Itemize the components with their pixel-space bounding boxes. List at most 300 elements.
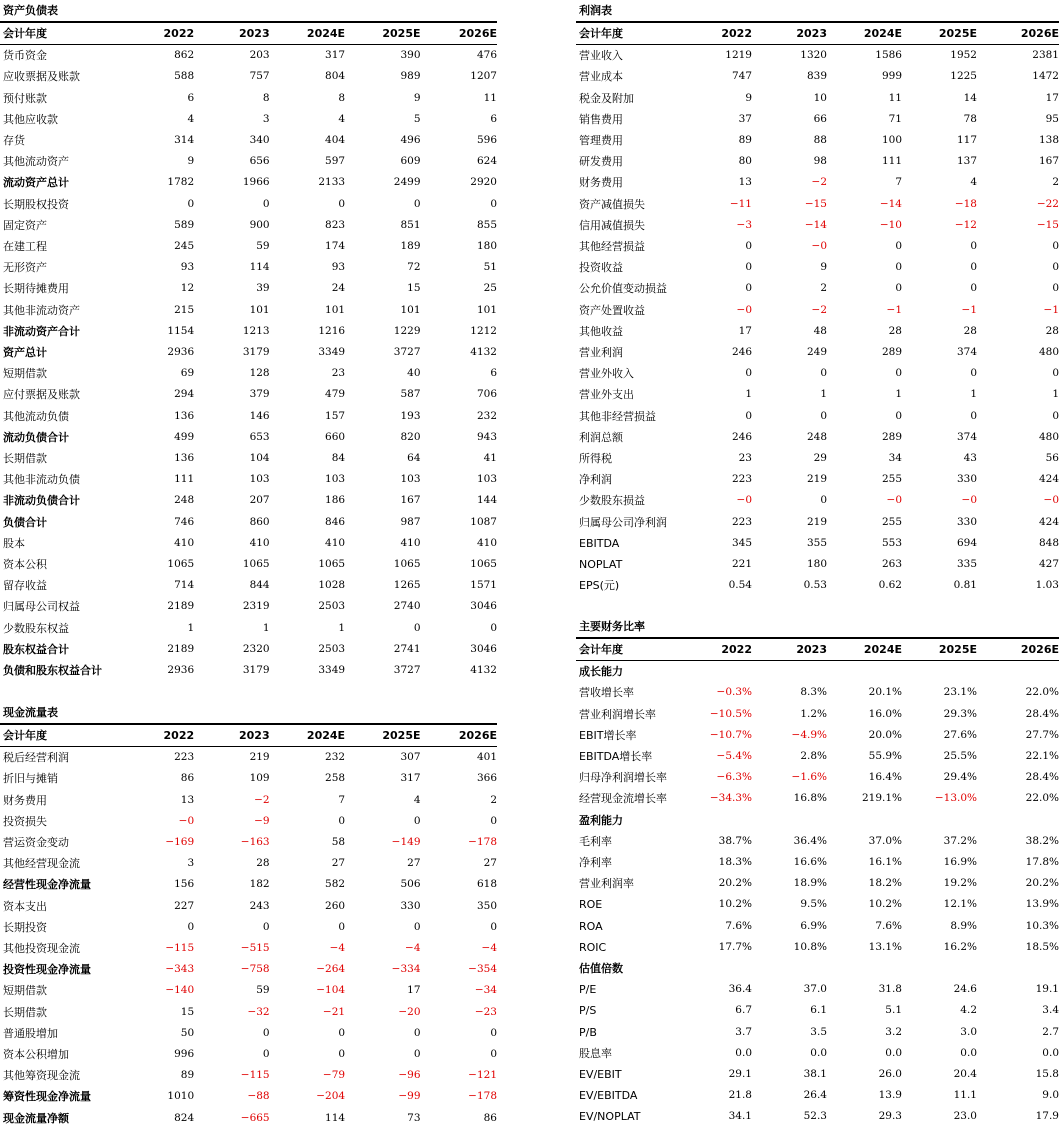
cell-value: 656 bbox=[249, 155, 270, 168]
table-row bbox=[0, 853, 497, 874]
cell-value: 1065 bbox=[318, 558, 346, 571]
cell-value: −343 bbox=[165, 963, 195, 976]
cell-value: 0 bbox=[970, 261, 977, 274]
row-label: 非流动资产合计 bbox=[3, 324, 80, 338]
header-year: 2026E bbox=[1020, 643, 1059, 656]
cell-value: 156 bbox=[174, 878, 195, 891]
cell-value: 0 bbox=[745, 282, 752, 295]
table-row bbox=[0, 1023, 497, 1044]
cell-value: 215 bbox=[174, 303, 195, 316]
cell-value: 219 bbox=[806, 473, 827, 486]
cell-value: −4 bbox=[481, 942, 497, 955]
cell-value: −3 bbox=[736, 218, 752, 231]
table-row bbox=[0, 342, 497, 363]
cell-value: 307 bbox=[400, 751, 421, 764]
table-row bbox=[0, 618, 497, 639]
cell-value: 0 bbox=[1052, 240, 1059, 253]
cell-value: 653 bbox=[249, 430, 270, 443]
header-year: 2024E bbox=[863, 27, 902, 40]
table-row bbox=[0, 215, 497, 236]
cell-value: 100 bbox=[881, 134, 902, 147]
income-statement-table bbox=[576, 21, 1059, 596]
cell-value: 820 bbox=[400, 430, 421, 443]
cell-value: 480 bbox=[1038, 346, 1059, 359]
cell-value: 3.5 bbox=[810, 1025, 827, 1038]
table-row bbox=[0, 639, 497, 660]
table-row bbox=[576, 384, 1059, 405]
table-row bbox=[576, 1064, 1059, 1085]
cell-value: 424 bbox=[1038, 515, 1059, 528]
row-label: EBITDA增长率 bbox=[579, 750, 653, 764]
cell-value: −0 bbox=[886, 494, 902, 507]
cell-value: 987 bbox=[400, 515, 421, 528]
table-row bbox=[576, 45, 1059, 67]
cash-flow-title: 现金流量表 bbox=[3, 706, 58, 719]
cell-value: 1 bbox=[187, 621, 195, 634]
row-label: 营业利润 bbox=[579, 346, 623, 360]
cell-value: 227 bbox=[174, 899, 195, 912]
cell-value: 15 bbox=[180, 1005, 195, 1018]
row-label: 净利率 bbox=[579, 856, 612, 870]
cell-value: −20 bbox=[398, 1005, 421, 1018]
table-row bbox=[0, 66, 497, 87]
cell-value: 3.7 bbox=[735, 1025, 752, 1038]
cell-value: 0.0 bbox=[735, 1046, 752, 1059]
cell-value: 232 bbox=[476, 409, 497, 422]
cell-value: 72 bbox=[407, 261, 421, 274]
table-row bbox=[0, 45, 497, 67]
table-row bbox=[0, 959, 497, 980]
cell-value: 330 bbox=[956, 473, 977, 486]
cell-value: 0.62 bbox=[878, 579, 902, 592]
table-row bbox=[0, 811, 497, 832]
table-row bbox=[576, 257, 1059, 278]
cell-value: 0 bbox=[413, 814, 421, 827]
cell-value: 0 bbox=[413, 197, 421, 210]
table-row bbox=[576, 278, 1059, 299]
table-row bbox=[576, 215, 1059, 236]
row-label: 其他非流动资产 bbox=[3, 303, 80, 317]
cell-value: 479 bbox=[325, 388, 346, 401]
row-label: 在建工程 bbox=[3, 240, 47, 254]
cell-value: 3 bbox=[187, 857, 195, 870]
table-row bbox=[576, 1043, 1059, 1064]
cell-value: 410 bbox=[400, 536, 421, 549]
row-label: 其他收益 bbox=[579, 324, 623, 338]
cell-value: 221 bbox=[731, 558, 752, 571]
cell-value: 0 bbox=[338, 197, 346, 210]
cell-value: 0.0 bbox=[810, 1046, 827, 1059]
cell-value: 0 bbox=[490, 197, 497, 210]
cell-value: 0 bbox=[745, 409, 752, 422]
cell-value: 93 bbox=[180, 261, 195, 274]
cell-value: 10 bbox=[813, 91, 827, 104]
table-row bbox=[0, 660, 497, 681]
cell-value: 330 bbox=[956, 515, 977, 528]
cell-value: 4 bbox=[338, 112, 346, 125]
cell-value: 69 bbox=[180, 367, 195, 380]
header-year: 2024E bbox=[306, 27, 346, 40]
cell-value: 40 bbox=[407, 367, 421, 380]
cell-value: 182 bbox=[249, 878, 270, 891]
cell-value: 0 bbox=[970, 282, 977, 295]
cell-value: −1 bbox=[886, 303, 902, 316]
row-label: 成长能力 bbox=[579, 665, 623, 679]
cell-value: 855 bbox=[476, 218, 497, 231]
row-label: 营业外收入 bbox=[579, 367, 634, 381]
cell-value: 27 bbox=[331, 857, 346, 870]
cell-value bbox=[701, 958, 752, 979]
cell-value: 14 bbox=[963, 91, 977, 104]
cell-value: 996 bbox=[174, 1048, 195, 1061]
cell-value: 0 bbox=[745, 261, 752, 274]
table-row bbox=[576, 363, 1059, 384]
cell-value: 37.0 bbox=[803, 983, 827, 996]
cell-value: 0 bbox=[413, 621, 421, 634]
cell-value: −140 bbox=[165, 984, 195, 997]
cell-value: −758 bbox=[240, 963, 270, 976]
cell-value: 410 bbox=[476, 536, 497, 549]
cell-value: 2936 bbox=[167, 664, 195, 677]
row-label: 盈利能力 bbox=[579, 813, 623, 827]
cell-value: 223 bbox=[174, 751, 195, 764]
cell-value: −11 bbox=[729, 197, 752, 210]
row-label: 所得税 bbox=[579, 452, 612, 466]
cell-value: 314 bbox=[174, 134, 195, 147]
header-fiscal-year: 会计年度 bbox=[579, 643, 623, 656]
cell-value: 0 bbox=[413, 1026, 421, 1039]
cell-value bbox=[701, 661, 752, 683]
cell-value: 180 bbox=[476, 240, 497, 253]
table-row bbox=[0, 980, 497, 1001]
header-year: 2022 bbox=[163, 729, 195, 742]
table-row bbox=[0, 427, 497, 448]
cash-flow-table bbox=[0, 723, 497, 1129]
cell-value: −104 bbox=[316, 984, 346, 997]
row-label: 长期待摊费用 bbox=[3, 282, 69, 296]
row-label: 短期借款 bbox=[3, 367, 47, 381]
cell-value: 88 bbox=[813, 134, 827, 147]
cell-value: 3349 bbox=[318, 664, 346, 677]
cell-value: 2503 bbox=[318, 642, 346, 655]
table-row bbox=[0, 406, 497, 427]
row-label: 其他筹资现金流 bbox=[3, 1069, 80, 1083]
cell-value: 588 bbox=[174, 70, 195, 83]
cell-value: 0 bbox=[490, 920, 497, 933]
cell-value: −96 bbox=[398, 1069, 421, 1082]
cell-value: −13.0% bbox=[934, 792, 977, 805]
row-label: 其他非流动负债 bbox=[3, 473, 80, 487]
cell-value bbox=[827, 810, 902, 831]
table-row bbox=[0, 278, 497, 299]
cell-value: 900 bbox=[249, 218, 270, 231]
row-label: EPS(元) bbox=[579, 579, 620, 593]
cell-value: 98 bbox=[813, 155, 827, 168]
cell-value: −6.3% bbox=[716, 771, 752, 784]
cell-value: −178 bbox=[468, 836, 497, 849]
row-label: 现金流量净额 bbox=[3, 1111, 69, 1125]
balance-sheet-panel bbox=[0, 0, 497, 681]
cell-value: 103 bbox=[325, 473, 346, 486]
cell-value: 8.9% bbox=[950, 919, 977, 932]
cell-value: −2 bbox=[811, 176, 827, 189]
cell-value: 11.1 bbox=[953, 1089, 977, 1102]
cell-value: 0 bbox=[1052, 282, 1059, 295]
cell-value: −99 bbox=[398, 1090, 421, 1103]
cell-value: 7.6% bbox=[725, 919, 752, 932]
row-label: EV/EBIT bbox=[579, 1068, 622, 1082]
cell-value: 0 bbox=[262, 1048, 270, 1061]
cell-value: 374 bbox=[956, 430, 977, 443]
cell-value: 15.8 bbox=[1035, 1068, 1059, 1081]
cell-value: 587 bbox=[400, 388, 421, 401]
cell-value: 9 bbox=[820, 261, 827, 274]
row-label: 应收票据及账款 bbox=[3, 70, 80, 84]
cell-value: −354 bbox=[468, 963, 497, 976]
cell-value: −115 bbox=[240, 1069, 270, 1082]
cell-value: −0 bbox=[736, 494, 752, 507]
cell-value: 0 bbox=[413, 920, 421, 933]
cell-value: 7.6% bbox=[875, 919, 902, 932]
cell-value: −88 bbox=[247, 1090, 270, 1103]
row-label: 资本公积增加 bbox=[3, 1048, 69, 1062]
cell-value: 6 bbox=[187, 91, 195, 104]
cell-value: −149 bbox=[391, 836, 421, 849]
cell-value: 410 bbox=[174, 536, 195, 549]
cell-value: 128 bbox=[249, 367, 270, 380]
cell-value: 1 bbox=[262, 621, 270, 634]
cell-value: 860 bbox=[249, 515, 270, 528]
cell-value: 0 bbox=[820, 367, 827, 380]
cell-value: 0 bbox=[820, 409, 827, 422]
cell-value: 410 bbox=[325, 536, 346, 549]
cell-value: 13.9% bbox=[1025, 898, 1059, 911]
cell-value bbox=[752, 661, 827, 683]
cell-value: 3046 bbox=[470, 600, 497, 613]
cell-value: 4132 bbox=[470, 346, 497, 359]
cell-value: 410 bbox=[249, 536, 270, 549]
row-label: 资本公积 bbox=[3, 558, 47, 572]
header-year: 2025E bbox=[938, 643, 977, 656]
header-year: 2026E bbox=[458, 729, 497, 742]
cell-value: −178 bbox=[468, 1090, 497, 1103]
cell-value: 374 bbox=[956, 346, 977, 359]
row-label: 营业利润增长率 bbox=[579, 707, 656, 721]
cell-value bbox=[977, 958, 1059, 979]
cell-value: 3.0 bbox=[960, 1025, 977, 1038]
cell-value: 4132 bbox=[470, 664, 497, 677]
cell-value: 263 bbox=[881, 558, 902, 571]
table-row bbox=[0, 1065, 497, 1086]
cell-value: −15 bbox=[804, 197, 827, 210]
cell-value: 18.2% bbox=[868, 877, 902, 890]
cell-value: 2740 bbox=[393, 600, 421, 613]
cell-value: −1 bbox=[1043, 303, 1059, 316]
row-label: 股东权益合计 bbox=[3, 642, 69, 656]
cell-value: 1782 bbox=[167, 176, 195, 189]
cell-value: 0 bbox=[895, 240, 902, 253]
cell-value: 243 bbox=[249, 899, 270, 912]
cell-value: 553 bbox=[881, 536, 902, 549]
row-label: 信用减值损失 bbox=[579, 218, 645, 232]
cell-value: −115 bbox=[165, 942, 195, 955]
row-label: 其他经营现金流 bbox=[3, 857, 80, 871]
row-label: 净利润 bbox=[579, 473, 612, 487]
cell-value: 694 bbox=[956, 536, 977, 549]
cell-value: 232 bbox=[325, 751, 346, 764]
row-label: 资产减值损失 bbox=[579, 197, 645, 211]
cell-value: −264 bbox=[316, 963, 346, 976]
row-label: 其他投资现金流 bbox=[3, 942, 80, 956]
cell-value: 3179 bbox=[242, 346, 270, 359]
cell-value: 10.2% bbox=[718, 898, 752, 911]
cell-value: 16.1% bbox=[868, 856, 902, 869]
row-label: 研发费用 bbox=[579, 155, 623, 169]
table-row bbox=[576, 1085, 1059, 1106]
cell-value: 101 bbox=[325, 303, 346, 316]
cell-value: 248 bbox=[806, 430, 827, 443]
header-year: 2024E bbox=[306, 729, 346, 742]
cell-value: 157 bbox=[325, 409, 346, 422]
table-row bbox=[576, 575, 1059, 596]
cell-value: −1.6% bbox=[791, 771, 827, 784]
cell-value: 851 bbox=[400, 218, 421, 231]
cell-value: 117 bbox=[956, 134, 977, 147]
row-label: 存货 bbox=[3, 134, 25, 148]
cell-value: 390 bbox=[400, 49, 421, 62]
row-label: 短期借款 bbox=[3, 984, 47, 998]
cell-value: 846 bbox=[325, 515, 346, 528]
cell-value: 989 bbox=[400, 70, 421, 83]
cell-value: 37 bbox=[738, 112, 752, 125]
cell-value: −163 bbox=[240, 836, 270, 849]
cell-value: 9.0 bbox=[1042, 1089, 1059, 1102]
cell-value: 109 bbox=[249, 772, 270, 785]
row-label: 税后经营利润 bbox=[3, 751, 69, 765]
cell-value: 23 bbox=[738, 452, 752, 465]
cell-value: 27.7% bbox=[1025, 728, 1059, 741]
cell-value: −22 bbox=[1036, 197, 1059, 210]
cell-value: 38.2% bbox=[1025, 834, 1059, 847]
cell-value: 5 bbox=[413, 112, 421, 125]
row-label: 营业收入 bbox=[579, 49, 623, 63]
row-label: 投资收益 bbox=[579, 261, 623, 275]
row-label: 少数股东损益 bbox=[579, 494, 645, 508]
cell-value: 1 bbox=[1052, 388, 1059, 401]
cell-value: 1 bbox=[895, 388, 902, 401]
cell-value: 427 bbox=[1038, 558, 1059, 571]
cell-value: 4.2 bbox=[960, 1004, 977, 1017]
cell-value: 1966 bbox=[242, 176, 270, 189]
cell-value: −15 bbox=[1036, 218, 1059, 231]
cell-value: 1065 bbox=[167, 558, 195, 571]
table-row bbox=[576, 109, 1059, 130]
cell-value: 0.54 bbox=[728, 579, 752, 592]
cell-value: 137 bbox=[956, 155, 977, 168]
cell-value: 1 bbox=[820, 388, 827, 401]
table-row bbox=[576, 66, 1059, 87]
cell-value: 2133 bbox=[318, 176, 346, 189]
cell-value: 1216 bbox=[318, 324, 346, 337]
row-label: 利润总额 bbox=[579, 430, 623, 444]
cell-value: 340 bbox=[249, 134, 270, 147]
cell-value: 17.7% bbox=[718, 940, 752, 953]
cell-value: 8 bbox=[338, 91, 346, 104]
table-row bbox=[576, 1106, 1059, 1127]
cell-value: 747 bbox=[731, 70, 752, 83]
header-year: 2023 bbox=[796, 27, 827, 40]
cell-value: 3.2 bbox=[885, 1025, 902, 1038]
cell-value: 294 bbox=[174, 388, 195, 401]
cell-value: 1.2% bbox=[800, 707, 827, 720]
cell-value: 2319 bbox=[242, 600, 270, 613]
cell-value bbox=[902, 958, 977, 979]
row-label: ROE bbox=[579, 898, 603, 912]
cell-value: 476 bbox=[476, 49, 497, 62]
cell-value: 138 bbox=[1038, 134, 1059, 147]
cell-value: 0 bbox=[745, 240, 752, 253]
row-label: ROIC bbox=[579, 940, 607, 954]
row-label: 财务费用 bbox=[3, 793, 47, 807]
row-label: P/S bbox=[579, 1004, 597, 1018]
header-year: 2022 bbox=[721, 27, 752, 40]
cell-value: 4 bbox=[413, 793, 421, 806]
row-label: 经营性现金净流量 bbox=[3, 878, 91, 892]
cell-value: 59 bbox=[256, 984, 270, 997]
table-row bbox=[0, 832, 497, 853]
cell-value: 350 bbox=[476, 899, 497, 912]
row-label: 长期投资 bbox=[3, 920, 47, 934]
cell-value: 10.3% bbox=[1025, 919, 1059, 932]
header-year: 2023 bbox=[796, 643, 827, 656]
cell-value: 848 bbox=[1038, 536, 1059, 549]
cell-value bbox=[752, 958, 827, 979]
header-fiscal-year: 会计年度 bbox=[579, 27, 623, 40]
cell-value: 379 bbox=[249, 388, 270, 401]
cell-value: −21 bbox=[322, 1005, 346, 1018]
cell-value: 2 bbox=[490, 793, 497, 806]
cell-value: 246 bbox=[731, 430, 752, 443]
cell-value: 0.81 bbox=[953, 579, 977, 592]
cell-value: 25.5% bbox=[943, 750, 977, 763]
table-row bbox=[576, 979, 1059, 1000]
cell-value: 146 bbox=[249, 409, 270, 422]
cell-value: 7 bbox=[338, 793, 346, 806]
income-statement-panel bbox=[576, 0, 1059, 596]
table-row bbox=[0, 363, 497, 384]
cell-value: 20.1% bbox=[868, 686, 902, 699]
cell-value: 223 bbox=[731, 473, 752, 486]
cell-value: −2 bbox=[811, 303, 827, 316]
cell-value: −4 bbox=[329, 942, 346, 955]
cell-value: 136 bbox=[174, 409, 195, 422]
cell-value: 0 bbox=[262, 920, 270, 933]
cell-value: 260 bbox=[325, 899, 346, 912]
cell-value: 499 bbox=[174, 430, 195, 443]
cell-value: 609 bbox=[400, 155, 421, 168]
cell-value: 0 bbox=[187, 920, 195, 933]
table-row bbox=[576, 427, 1059, 448]
cell-value: 10.2% bbox=[868, 898, 902, 911]
cell-value: 1207 bbox=[470, 70, 497, 83]
cell-value: 1028 bbox=[318, 579, 346, 592]
cell-value: 11 bbox=[483, 91, 497, 104]
row-label: 股息率 bbox=[579, 1046, 612, 1060]
cell-value: 4 bbox=[187, 112, 195, 125]
cell-value: 27 bbox=[483, 857, 497, 870]
cell-value: −665 bbox=[240, 1111, 270, 1124]
cell-value: 2 bbox=[1052, 176, 1059, 189]
